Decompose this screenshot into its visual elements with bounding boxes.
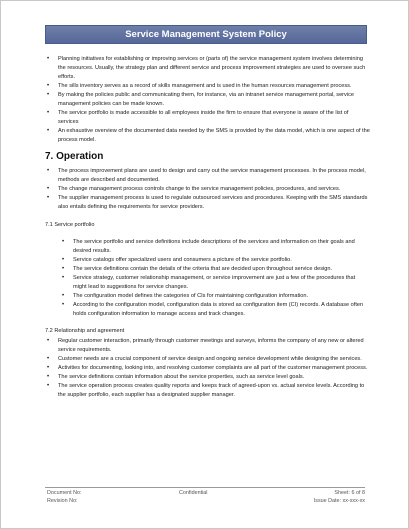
list-item: • The service definitions contain the details of the criteria that are decided upon throughout service design. xyxy=(45,265,370,274)
list-item: • The service portfolio and service definitions include descriptions of the services and information on their goals and desired results. xyxy=(45,238,370,256)
list-item: • By making the policies public and communicating them, for instance, via an intranet service management portal, service management policies can be made known. xyxy=(45,91,370,109)
footer-center xyxy=(179,489,207,497)
list-item: • Customer needs are a crucial component of service design and ongoing service development while designing the services. xyxy=(45,355,370,364)
service-portfolio-bullet-list xyxy=(45,238,370,319)
list-item: • Activities for documenting, looking into, and resolving customer complaints are all part of the customer management process. xyxy=(45,364,370,373)
footer-right xyxy=(285,489,365,505)
list-item: • According to the configuration model, configuration data is stored as configuration item (CI) records. A database often holds configuration information to manage access and track changes. xyxy=(45,301,370,319)
operation-bullet-list xyxy=(45,167,370,212)
list-item: • The service portfolio is made accessible to all employees inside the firm to ensure that everyone is aware of the list of services xyxy=(45,109,370,127)
list-item: • The sills inventory serves as a record of skills management and is used in the human resources management process. xyxy=(45,82,370,91)
list-item: • Service strategy, customer relationship management, or service improvement are just a few of the procedures that might lead to suggestions for service changes. xyxy=(45,274,370,292)
footer-revision-no: Revision No: xyxy=(47,498,78,504)
list-item: • The service definitions contain information about the service properties, such as service level goals. xyxy=(45,373,370,382)
list-item: • The process improvement plans are used to design and carry out the service management processes. In the process model, methods are described and documented. xyxy=(45,167,370,185)
list-item: • The change management process controls change to the service management policies, procedures, and services. xyxy=(45,185,370,194)
document-body xyxy=(45,55,370,400)
list-item: • The configuration model defines the categories of CIs for maintaining configuration information. xyxy=(45,292,370,301)
footer-sheet: Sheet: 6 of 8 xyxy=(334,490,365,496)
list-item: • An exhaustive overview of the documented data needed by the SMS is provided by the data model, which is one aspect of the process model. xyxy=(45,127,370,145)
footer-issue-date: Issue Date: xx-xxx-xx xyxy=(313,498,365,504)
footer-document-no: Document No: xyxy=(47,490,82,496)
intro-bullet-list xyxy=(45,55,370,145)
footer-divider xyxy=(45,487,365,488)
footer-left xyxy=(47,489,81,505)
list-item: • Regular customer interaction, primarily through customer meetings and surveys, informs the company of any new or altered service requirements. xyxy=(45,337,370,355)
list-item: • Planning initiatives for establishing or improving services or (parts of) the service management system involves determining the resources. Usually, the strategy plan and different service and process improvement strategies are used to oversee such efforts. xyxy=(45,55,370,82)
document-title: Service Management System Policy xyxy=(45,25,367,44)
list-item: • Service catalogs offer specialized users and consumers a picture of the service portfolio. xyxy=(45,256,370,265)
footer-confidential: Confidential xyxy=(179,490,208,496)
subsection-heading-service-portfolio: 7.1 Service portfolio xyxy=(45,222,95,228)
list-item: • The service operation process creates quality reports and keeps track of agreed-upon vs. actual service levels. According to the supplier portfolio, each supplier has a designated supplier manager. xyxy=(45,382,370,400)
subsection-heading-relationship: 7.2 Relationship and agreement xyxy=(45,328,125,334)
relationship-bullet-list xyxy=(45,337,370,400)
section-heading-operation: 7. Operation xyxy=(45,151,104,162)
list-item: • The supplier management process is used to regulate outsourced services and procedures. Keeping with the SMS standards also entails defining the requirements for service providers. xyxy=(45,194,370,212)
